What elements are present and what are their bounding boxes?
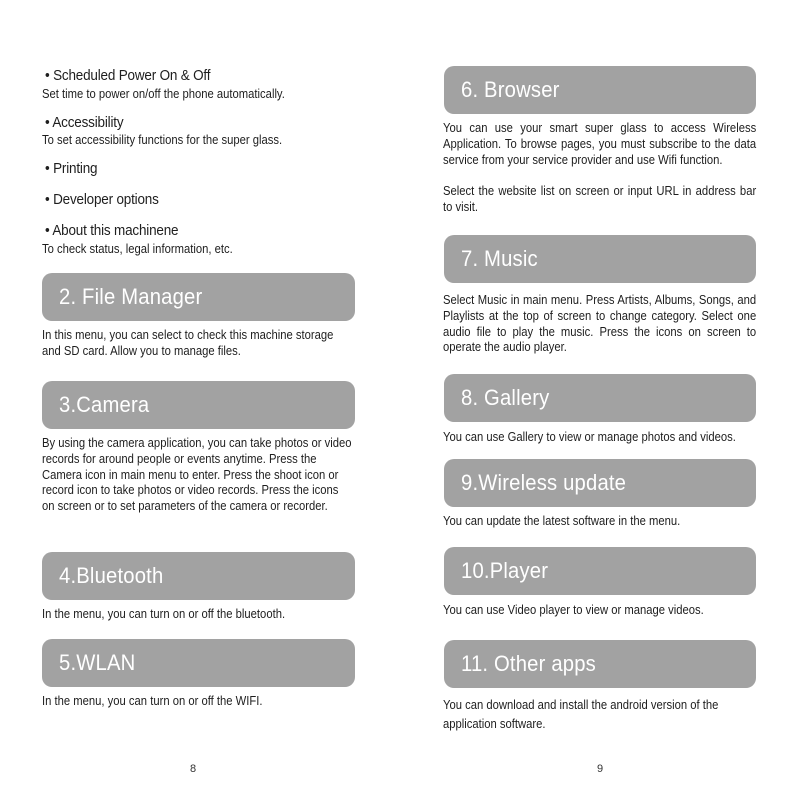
section-body: In the menu, you can turn on or off the bluetooth. (42, 607, 286, 621)
section-body: You can use your smart super glass to access Wireless Application. To browse pages, you must subscribe to the data service from your service provider and use Wifi function. (443, 121, 757, 167)
section-body-continued: Select the website list on screen or input URL in address bar to visit. (443, 184, 757, 214)
section-heading: 3.Camera (59, 392, 150, 417)
section-heading-bar (444, 459, 756, 507)
section-body: You can download and install the android version of the application software. (443, 698, 719, 731)
settings-item-title: • About this machinene (45, 223, 179, 239)
section-heading: 10.Player (461, 558, 549, 583)
section-heading: 4.Bluetooth (59, 563, 164, 588)
section-body: In this menu, you can select to check this machine storage and SD card. Allow you to manage files. (42, 328, 334, 358)
section-heading-bar (42, 273, 355, 321)
section-body: By using the camera application, you can take photos or video records for around people or events anytime. Press the Camera icon in main menu to enter. Press the shoot icon or record icon to take photos or video records. Press the icons on screen or to set parameters of the camera or recorder. (42, 436, 352, 514)
section-heading-bar (444, 235, 756, 283)
settings-item-title: • Developer options (45, 192, 159, 208)
section-body: You can update the latest software in the menu. (443, 514, 681, 528)
page-number: 9 (597, 763, 604, 775)
section-body: In the menu, you can turn on or off the WIFI. (42, 694, 263, 708)
section-body: Select Music in main menu. Press Artists, Albums, Songs, and Playlists at the top of screen to change category. Select one audio file to play the music. Press the icons on screen to operate the audio player. (443, 293, 757, 355)
section-heading-bar (444, 640, 756, 688)
settings-item-desc: To check status, legal information, etc. (42, 242, 233, 256)
section-heading: 11. Other apps (461, 651, 596, 676)
section-heading: 5.WLAN (59, 650, 136, 675)
section-heading-bar (444, 547, 756, 595)
section-heading-bar (42, 639, 355, 687)
settings-item-desc: To set accessibility functions for the super glass. (42, 133, 283, 147)
section-heading: 8. Gallery (461, 385, 550, 410)
settings-item-title: • Printing (45, 161, 98, 177)
section-heading: 9.Wireless update (461, 470, 627, 495)
section-heading-bar (42, 552, 355, 600)
section-heading: 6. Browser (461, 77, 560, 102)
settings-item-title: • Accessibility (45, 115, 124, 131)
section-heading-bar (42, 381, 355, 429)
section-heading: 2. File Manager (59, 284, 203, 309)
page-number: 8 (190, 763, 197, 775)
right-page (400, 0, 800, 800)
settings-item-title: • Scheduled Power On & Off (45, 68, 211, 84)
section-heading-bar (444, 374, 756, 422)
settings-item-desc: Set time to power on/off the phone automatically. (42, 87, 285, 101)
section-body: You can use Video player to view or manage videos. (443, 603, 704, 617)
section-heading-bar (444, 66, 756, 114)
section-heading: 7. Music (461, 246, 538, 271)
section-body: You can use Gallery to view or manage photos and videos. (443, 430, 736, 444)
